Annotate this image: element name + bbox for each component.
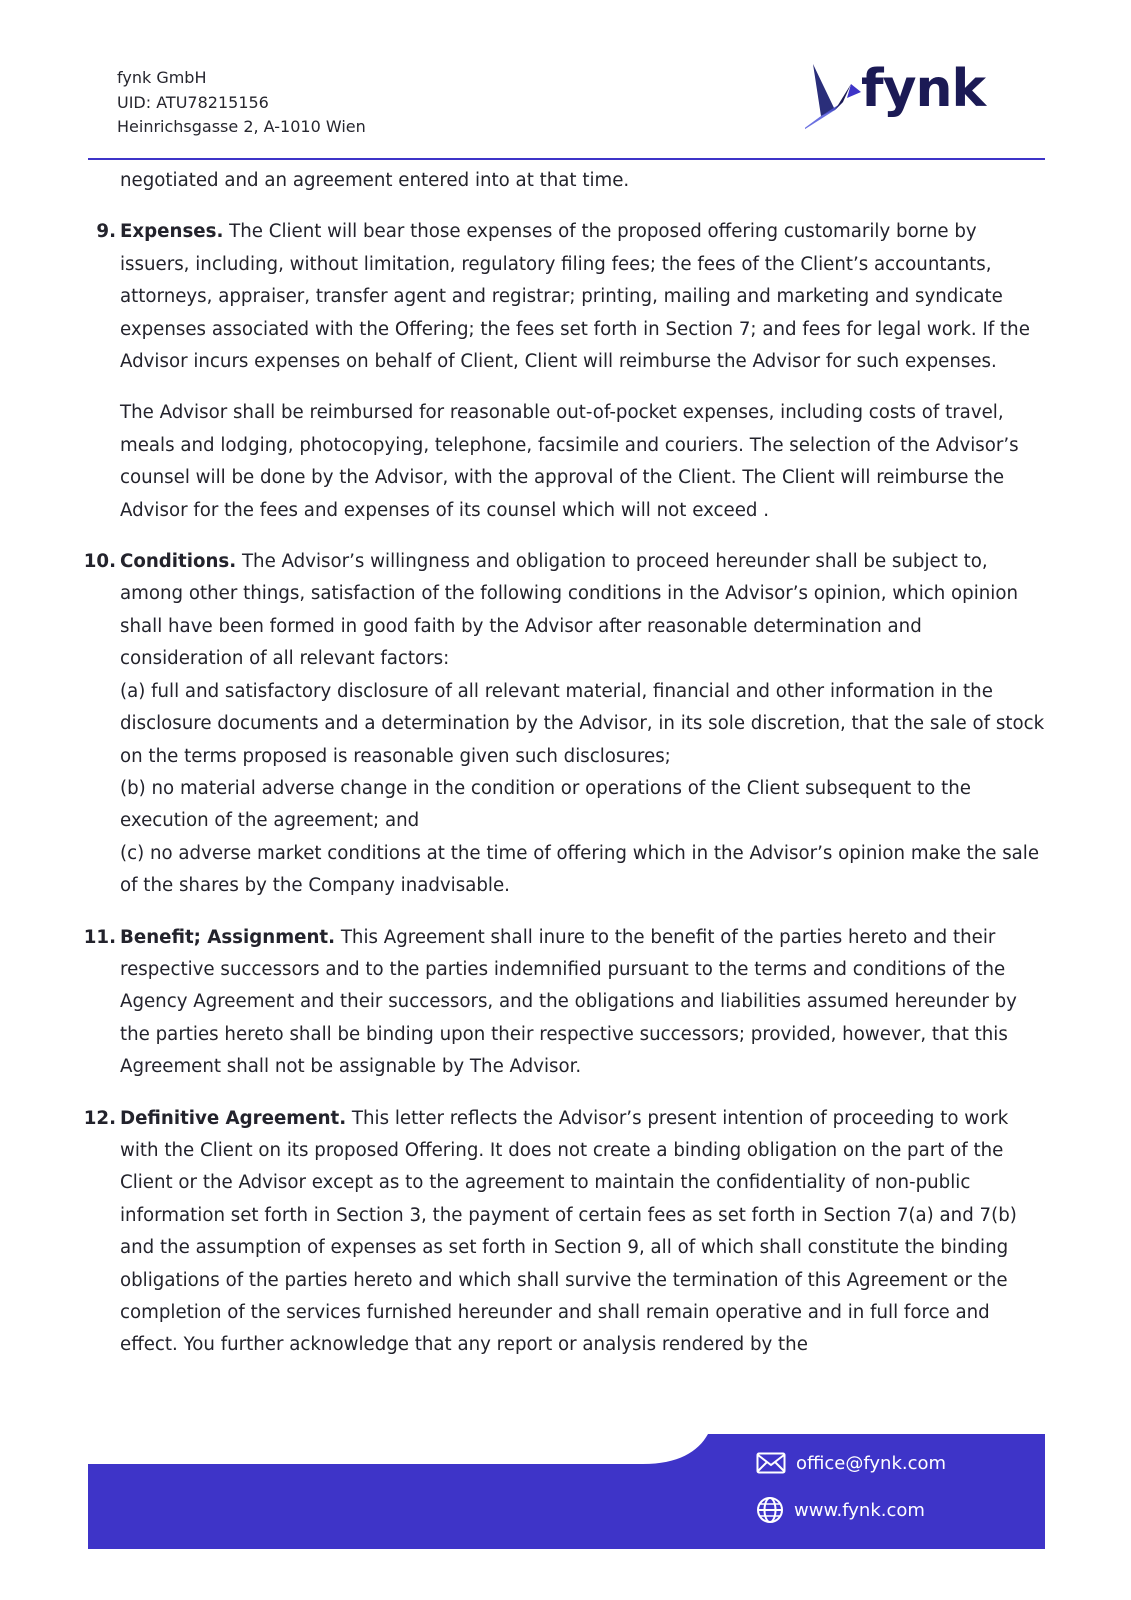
- fynk-bird-logo-icon: [805, 62, 863, 142]
- footer-website-text[interactable]: www.fynk.com: [794, 1499, 925, 1521]
- footer-website[interactable]: [756, 1496, 925, 1524]
- header-divider: [88, 158, 1045, 160]
- condition-item-a: (a) full and satisfactory disclosure of all relevant material, financial and other information in the disclosure documents and a determination by the Advisor, in its sole discretion, that the sale of stock on the terms proposed is reasonable given such disclosures;: [120, 680, 1045, 767]
- section-title: Benefit; Assignment.: [120, 926, 336, 948]
- section-text: This letter reflects the Advisor’s present intention of proceeding to work with the Client on its proposed Offering. It does not create a binding obligation on the part of the Client or the Advisor except as to the agreement to maintain the confidentiality of non-public information set forth in Section 3, the payment of certain fees as set forth in Section 7(a) and 7(b) and the assumption of expenses as set forth in Section 9, all of which shall constitute the binding obligations of the parties hereto and which shall survive the termination of this Agreement or the completion of the services furnished hereunder and shall remain operative and in full force and effect. You further acknowledge that any report or analysis rendered by the: [120, 1107, 1017, 1356]
- mail-icon: [756, 1452, 786, 1474]
- section-text: This Agreement shall inure to the benefit of the parties hereto and their respective successors and to the parties indemnified pursuant to the terms and conditions of the Agency Agreement and their successors, and the obligations and liabilities assumed hereunder by the parties hereto shall be binding upon their respective successors; provided, however, that this Agreement shall not be assignable by The Advisor.: [120, 926, 1017, 1078]
- globe-icon: [756, 1496, 784, 1524]
- company-info: [117, 66, 366, 140]
- section-10: [83, 546, 1048, 902]
- continuation-text: negotiated and an agreement entered into at that time.: [120, 170, 630, 191]
- logo-wordmark: fynk: [861, 59, 986, 119]
- footer-email[interactable]: [756, 1452, 946, 1474]
- section-text: The Advisor’s willingness and obligation to proceed hereunder shall be subject to, among other things, satisfaction of the following conditions in the Advisor’s opinion, which opinion shall have been formed in good faith by the Advisor after reasonable determination and consideration of all relevant factors:: [120, 551, 1019, 670]
- company-name: fynk GmbH: [117, 68, 207, 87]
- section-title: Expenses.: [120, 221, 224, 243]
- condition-item-c: (c) no adverse market conditions at the time of offering which in the Advisor’s opinion make the sale of the shares by the Company inadvisable.: [120, 842, 1040, 897]
- document-body: [83, 165, 1048, 1381]
- section-number: 12.: [83, 1107, 116, 1129]
- section-number: 10.: [83, 551, 116, 573]
- section-12: [83, 1103, 1048, 1362]
- section-text: The Client will bear those expenses of the proposed offering customarily borne by issuers, including, without limitation, regulatory filing fees; the fees of the Client’s accountants, attorneys, appraiser, transfer agent and registrar; printing, mailing and marketing and syndicate expenses associated with the Offering; the fees set forth in Section 7; and fees for legal work. If the Advisor incurs expenses on behalf of Client, Client will reimburse the Advisor for such expenses.: [120, 221, 1030, 373]
- section-9: [88, 216, 1048, 527]
- fynk-logo: [805, 59, 1005, 142]
- footer-email-text[interactable]: office@fynk.com: [796, 1452, 947, 1474]
- section-title: Definitive Agreement.: [120, 1107, 347, 1129]
- company-uid: UID: ATU78215156: [117, 92, 269, 112]
- section-11: [83, 922, 1048, 1084]
- company-address: Heinrichsgasse 2, A-1010 Wien: [117, 117, 366, 136]
- section-title: Conditions.: [120, 551, 237, 573]
- section-number: 11.: [83, 926, 116, 948]
- section-number: 9.: [96, 221, 116, 243]
- condition-item-b: (b) no material adverse change in the condition or operations of the Client subsequent to the execution of the agreement; and: [120, 777, 971, 832]
- section-paragraph: The Advisor shall be reimbursed for reasonable out-of-pocket expenses, including costs of travel, meals and lodging, photocopying, telephone, facsimile and couriers. The selection of the Advisor’s counsel will be done by the Advisor, with the approval of the Client. The Client will reimburse the Advisor for the fees and expenses of its counsel which will not exceed .: [120, 402, 1019, 521]
